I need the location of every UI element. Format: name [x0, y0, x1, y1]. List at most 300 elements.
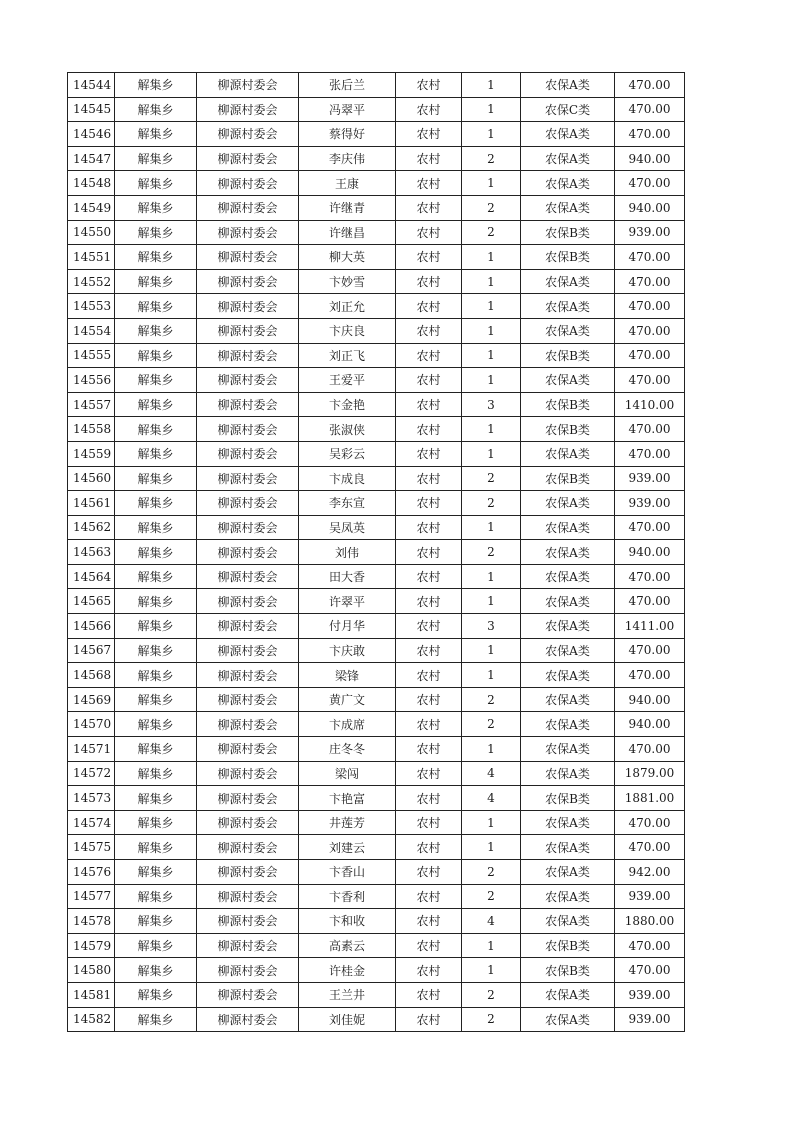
- insurance-category-cell: 农保A类: [521, 712, 615, 737]
- insurance-category-cell: 农保A类: [521, 318, 615, 343]
- amount-cell: 939.00: [615, 220, 685, 245]
- household-type-cell: 农村: [396, 122, 462, 147]
- insurance-category-cell: 农保A类: [521, 982, 615, 1007]
- person-count-cell: 1: [462, 663, 521, 688]
- name-cell: 卞艳富: [299, 786, 396, 811]
- row-id-cell: 14551: [68, 245, 115, 270]
- township-cell: 解集乡: [115, 712, 197, 737]
- name-cell: 卞香山: [299, 860, 396, 885]
- village-committee-cell: 柳源村委会: [197, 171, 299, 196]
- household-type-cell: 农村: [396, 638, 462, 663]
- table-row: [68, 786, 685, 811]
- table-row: [68, 97, 685, 122]
- household-type-cell: 农村: [396, 171, 462, 196]
- row-id-cell: 14577: [68, 884, 115, 909]
- amount-cell: 470.00: [615, 269, 685, 294]
- amount-cell: 470.00: [615, 171, 685, 196]
- person-count-cell: 1: [462, 835, 521, 860]
- person-count-cell: 1: [462, 245, 521, 270]
- row-id-cell: 14558: [68, 417, 115, 442]
- name-cell: 李东宣: [299, 491, 396, 516]
- village-committee-cell: 柳源村委会: [197, 245, 299, 270]
- person-count-cell: 2: [462, 540, 521, 565]
- household-type-cell: 农村: [396, 491, 462, 516]
- township-cell: 解集乡: [115, 884, 197, 909]
- insurance-category-cell: 农保A类: [521, 687, 615, 712]
- household-type-cell: 农村: [396, 909, 462, 934]
- row-id-cell: 14575: [68, 835, 115, 860]
- household-type-cell: 农村: [396, 712, 462, 737]
- township-cell: 解集乡: [115, 835, 197, 860]
- row-id-cell: 14546: [68, 122, 115, 147]
- row-id-cell: 14553: [68, 294, 115, 319]
- township-cell: 解集乡: [115, 663, 197, 688]
- village-committee-cell: 柳源村委会: [197, 663, 299, 688]
- household-type-cell: 农村: [396, 245, 462, 270]
- township-cell: 解集乡: [115, 614, 197, 639]
- amount-cell: 470.00: [615, 933, 685, 958]
- township-cell: 解集乡: [115, 933, 197, 958]
- table-row: [68, 417, 685, 442]
- amount-cell: 470.00: [615, 294, 685, 319]
- person-count-cell: 1: [462, 368, 521, 393]
- household-type-cell: 农村: [396, 589, 462, 614]
- village-committee-cell: 柳源村委会: [197, 122, 299, 147]
- person-count-cell: 2: [462, 982, 521, 1007]
- amount-cell: 1881.00: [615, 786, 685, 811]
- person-count-cell: 3: [462, 614, 521, 639]
- township-cell: 解集乡: [115, 466, 197, 491]
- table-row: [68, 294, 685, 319]
- table-row: [68, 712, 685, 737]
- township-cell: 解集乡: [115, 638, 197, 663]
- household-type-cell: 农村: [396, 73, 462, 98]
- township-cell: 解集乡: [115, 146, 197, 171]
- insurance-category-cell: 农保B类: [521, 392, 615, 417]
- table-row: [68, 245, 685, 270]
- household-type-cell: 农村: [396, 810, 462, 835]
- row-id-cell: 14582: [68, 1007, 115, 1032]
- insurance-category-cell: 农保A类: [521, 269, 615, 294]
- amount-cell: 1410.00: [615, 392, 685, 417]
- table-row: [68, 564, 685, 589]
- household-type-cell: 农村: [396, 737, 462, 762]
- row-id-cell: 14548: [68, 171, 115, 196]
- insurance-category-cell: 农保A类: [521, 1007, 615, 1032]
- township-cell: 解集乡: [115, 909, 197, 934]
- insurance-category-cell: 农保A类: [521, 441, 615, 466]
- row-id-cell: 14571: [68, 737, 115, 762]
- village-committee-cell: 柳源村委会: [197, 638, 299, 663]
- name-cell: 卞成席: [299, 712, 396, 737]
- name-cell: 许继青: [299, 195, 396, 220]
- village-committee-cell: 柳源村委会: [197, 786, 299, 811]
- household-type-cell: 农村: [396, 1007, 462, 1032]
- table-row: [68, 441, 685, 466]
- household-type-cell: 农村: [396, 220, 462, 245]
- row-id-cell: 14569: [68, 687, 115, 712]
- name-cell: 冯翠平: [299, 97, 396, 122]
- person-count-cell: 1: [462, 441, 521, 466]
- township-cell: 解集乡: [115, 441, 197, 466]
- row-id-cell: 14567: [68, 638, 115, 663]
- township-cell: 解集乡: [115, 269, 197, 294]
- name-cell: 许翠平: [299, 589, 396, 614]
- amount-cell: 470.00: [615, 318, 685, 343]
- household-type-cell: 农村: [396, 540, 462, 565]
- table-row: [68, 761, 685, 786]
- name-cell: 卞庆良: [299, 318, 396, 343]
- person-count-cell: 1: [462, 73, 521, 98]
- household-type-cell: 农村: [396, 97, 462, 122]
- amount-cell: 470.00: [615, 441, 685, 466]
- township-cell: 解集乡: [115, 687, 197, 712]
- row-id-cell: 14578: [68, 909, 115, 934]
- row-id-cell: 14576: [68, 860, 115, 885]
- row-id-cell: 14552: [68, 269, 115, 294]
- name-cell: 刘佳妮: [299, 1007, 396, 1032]
- village-committee-cell: 柳源村委会: [197, 712, 299, 737]
- row-id-cell: 14561: [68, 491, 115, 516]
- village-committee-cell: 柳源村委会: [197, 269, 299, 294]
- table-row: [68, 195, 685, 220]
- amount-cell: 470.00: [615, 589, 685, 614]
- township-cell: 解集乡: [115, 589, 197, 614]
- insurance-category-cell: 农保B类: [521, 933, 615, 958]
- household-type-cell: 农村: [396, 318, 462, 343]
- insurance-category-cell: 农保A类: [521, 368, 615, 393]
- household-type-cell: 农村: [396, 884, 462, 909]
- village-committee-cell: 柳源村委会: [197, 294, 299, 319]
- table-row: [68, 810, 685, 835]
- township-cell: 解集乡: [115, 294, 197, 319]
- township-cell: 解集乡: [115, 318, 197, 343]
- table-row: [68, 860, 685, 885]
- village-committee-cell: 柳源村委会: [197, 933, 299, 958]
- person-count-cell: 1: [462, 343, 521, 368]
- name-cell: 许继昌: [299, 220, 396, 245]
- row-id-cell: 14579: [68, 933, 115, 958]
- township-cell: 解集乡: [115, 737, 197, 762]
- insurance-category-cell: 农保A类: [521, 146, 615, 171]
- person-count-cell: 3: [462, 392, 521, 417]
- person-count-cell: 1: [462, 564, 521, 589]
- name-cell: 李庆伟: [299, 146, 396, 171]
- household-type-cell: 农村: [396, 441, 462, 466]
- row-id-cell: 14556: [68, 368, 115, 393]
- insurance-category-cell: 农保B类: [521, 466, 615, 491]
- township-cell: 解集乡: [115, 810, 197, 835]
- table-row: [68, 491, 685, 516]
- township-cell: 解集乡: [115, 343, 197, 368]
- village-committee-cell: 柳源村委会: [197, 540, 299, 565]
- row-id-cell: 14566: [68, 614, 115, 639]
- amount-cell: 940.00: [615, 540, 685, 565]
- village-committee-cell: 柳源村委会: [197, 318, 299, 343]
- insurance-category-cell: 农保B类: [521, 958, 615, 983]
- household-type-cell: 农村: [396, 392, 462, 417]
- amount-cell: 1880.00: [615, 909, 685, 934]
- person-count-cell: 1: [462, 933, 521, 958]
- name-cell: 卞庆敢: [299, 638, 396, 663]
- row-id-cell: 14554: [68, 318, 115, 343]
- insurance-category-cell: 农保C类: [521, 97, 615, 122]
- amount-cell: 470.00: [615, 122, 685, 147]
- insurance-category-cell: 农保A类: [521, 564, 615, 589]
- row-id-cell: 14580: [68, 958, 115, 983]
- amount-cell: 470.00: [615, 564, 685, 589]
- village-committee-cell: 柳源村委会: [197, 810, 299, 835]
- household-type-cell: 农村: [396, 761, 462, 786]
- amount-cell: 470.00: [615, 515, 685, 540]
- amount-cell: 939.00: [615, 884, 685, 909]
- person-count-cell: 2: [462, 220, 521, 245]
- table-row: [68, 515, 685, 540]
- name-cell: 吴凤英: [299, 515, 396, 540]
- insurance-category-cell: 农保B类: [521, 786, 615, 811]
- village-committee-cell: 柳源村委会: [197, 860, 299, 885]
- insurance-category-cell: 农保A类: [521, 884, 615, 909]
- name-cell: 王爱平: [299, 368, 396, 393]
- insurance-category-cell: 农保A类: [521, 171, 615, 196]
- household-type-cell: 农村: [396, 786, 462, 811]
- village-committee-cell: 柳源村委会: [197, 195, 299, 220]
- township-cell: 解集乡: [115, 417, 197, 442]
- township-cell: 解集乡: [115, 97, 197, 122]
- table-row: [68, 835, 685, 860]
- row-id-cell: 14559: [68, 441, 115, 466]
- household-type-cell: 农村: [396, 860, 462, 885]
- village-committee-cell: 柳源村委会: [197, 220, 299, 245]
- insurance-category-cell: 农保B类: [521, 220, 615, 245]
- insurance-category-cell: 农保A类: [521, 810, 615, 835]
- household-type-cell: 农村: [396, 466, 462, 491]
- township-cell: 解集乡: [115, 122, 197, 147]
- row-id-cell: 14557: [68, 392, 115, 417]
- household-type-cell: 农村: [396, 417, 462, 442]
- name-cell: 卞和收: [299, 909, 396, 934]
- village-committee-cell: 柳源村委会: [197, 343, 299, 368]
- table-body: [68, 73, 685, 1032]
- table-row: [68, 343, 685, 368]
- beneficiary-table: [67, 72, 685, 1032]
- name-cell: 卞香利: [299, 884, 396, 909]
- table-row: [68, 392, 685, 417]
- name-cell: 刘建云: [299, 835, 396, 860]
- row-id-cell: 14550: [68, 220, 115, 245]
- village-committee-cell: 柳源村委会: [197, 687, 299, 712]
- row-id-cell: 14555: [68, 343, 115, 368]
- amount-cell: 942.00: [615, 860, 685, 885]
- name-cell: 张淑侠: [299, 417, 396, 442]
- township-cell: 解集乡: [115, 982, 197, 1007]
- village-committee-cell: 柳源村委会: [197, 73, 299, 98]
- insurance-category-cell: 农保A类: [521, 835, 615, 860]
- insurance-category-cell: 农保A类: [521, 491, 615, 516]
- amount-cell: 939.00: [615, 1007, 685, 1032]
- table-row: [68, 368, 685, 393]
- name-cell: 梁闯: [299, 761, 396, 786]
- household-type-cell: 农村: [396, 933, 462, 958]
- insurance-category-cell: 农保A类: [521, 294, 615, 319]
- name-cell: 柳大英: [299, 245, 396, 270]
- household-type-cell: 农村: [396, 614, 462, 639]
- name-cell: 刘正允: [299, 294, 396, 319]
- person-count-cell: 1: [462, 294, 521, 319]
- name-cell: 井莲芳: [299, 810, 396, 835]
- table-row: [68, 737, 685, 762]
- name-cell: 刘伟: [299, 540, 396, 565]
- table-row: [68, 933, 685, 958]
- name-cell: 庄冬冬: [299, 737, 396, 762]
- person-count-cell: 2: [462, 1007, 521, 1032]
- table-row: [68, 909, 685, 934]
- person-count-cell: 2: [462, 491, 521, 516]
- amount-cell: 470.00: [615, 368, 685, 393]
- person-count-cell: 2: [462, 884, 521, 909]
- insurance-category-cell: 农保A类: [521, 909, 615, 934]
- village-committee-cell: 柳源村委会: [197, 146, 299, 171]
- table-row: [68, 687, 685, 712]
- name-cell: 蔡得好: [299, 122, 396, 147]
- person-count-cell: 1: [462, 958, 521, 983]
- township-cell: 解集乡: [115, 220, 197, 245]
- person-count-cell: 1: [462, 318, 521, 343]
- village-committee-cell: 柳源村委会: [197, 392, 299, 417]
- township-cell: 解集乡: [115, 761, 197, 786]
- name-cell: 张后兰: [299, 73, 396, 98]
- amount-cell: 470.00: [615, 417, 685, 442]
- township-cell: 解集乡: [115, 245, 197, 270]
- person-count-cell: 1: [462, 737, 521, 762]
- person-count-cell: 1: [462, 97, 521, 122]
- person-count-cell: 1: [462, 269, 521, 294]
- village-committee-cell: 柳源村委会: [197, 835, 299, 860]
- name-cell: 高素云: [299, 933, 396, 958]
- row-id-cell: 14562: [68, 515, 115, 540]
- insurance-category-cell: 农保A类: [521, 515, 615, 540]
- household-type-cell: 农村: [396, 368, 462, 393]
- village-committee-cell: 柳源村委会: [197, 909, 299, 934]
- person-count-cell: 2: [462, 860, 521, 885]
- person-count-cell: 1: [462, 417, 521, 442]
- insurance-category-cell: 农保A类: [521, 73, 615, 98]
- township-cell: 解集乡: [115, 491, 197, 516]
- row-id-cell: 14545: [68, 97, 115, 122]
- table-row: [68, 589, 685, 614]
- person-count-cell: 1: [462, 638, 521, 663]
- township-cell: 解集乡: [115, 368, 197, 393]
- person-count-cell: 1: [462, 589, 521, 614]
- village-committee-cell: 柳源村委会: [197, 564, 299, 589]
- table-row: [68, 958, 685, 983]
- insurance-category-cell: 农保A类: [521, 860, 615, 885]
- village-committee-cell: 柳源村委会: [197, 417, 299, 442]
- person-count-cell: 4: [462, 761, 521, 786]
- amount-cell: 470.00: [615, 73, 685, 98]
- name-cell: 田大香: [299, 564, 396, 589]
- township-cell: 解集乡: [115, 540, 197, 565]
- insurance-category-cell: 农保A类: [521, 589, 615, 614]
- village-committee-cell: 柳源村委会: [197, 1007, 299, 1032]
- village-committee-cell: 柳源村委会: [197, 761, 299, 786]
- person-count-cell: 2: [462, 195, 521, 220]
- name-cell: 卞妙雪: [299, 269, 396, 294]
- village-committee-cell: 柳源村委会: [197, 491, 299, 516]
- table-row: [68, 73, 685, 98]
- household-type-cell: 农村: [396, 294, 462, 319]
- village-committee-cell: 柳源村委会: [197, 884, 299, 909]
- township-cell: 解集乡: [115, 860, 197, 885]
- person-count-cell: 2: [462, 466, 521, 491]
- amount-cell: 470.00: [615, 835, 685, 860]
- row-id-cell: 14581: [68, 982, 115, 1007]
- table-row: [68, 466, 685, 491]
- name-cell: 黄广文: [299, 687, 396, 712]
- person-count-cell: 4: [462, 786, 521, 811]
- amount-cell: 470.00: [615, 638, 685, 663]
- amount-cell: 470.00: [615, 343, 685, 368]
- insurance-category-cell: 农保A类: [521, 195, 615, 220]
- row-id-cell: 14560: [68, 466, 115, 491]
- table-row: [68, 220, 685, 245]
- village-committee-cell: 柳源村委会: [197, 368, 299, 393]
- name-cell: 许桂金: [299, 958, 396, 983]
- insurance-category-cell: 农保A类: [521, 663, 615, 688]
- amount-cell: 940.00: [615, 712, 685, 737]
- row-id-cell: 14572: [68, 761, 115, 786]
- household-type-cell: 农村: [396, 663, 462, 688]
- amount-cell: 470.00: [615, 245, 685, 270]
- insurance-category-cell: 农保B类: [521, 417, 615, 442]
- amount-cell: 939.00: [615, 491, 685, 516]
- table-row: [68, 1007, 685, 1032]
- insurance-category-cell: 农保A类: [521, 122, 615, 147]
- table-row: [68, 884, 685, 909]
- person-count-cell: 2: [462, 687, 521, 712]
- amount-cell: 939.00: [615, 466, 685, 491]
- row-id-cell: 14568: [68, 663, 115, 688]
- village-committee-cell: 柳源村委会: [197, 441, 299, 466]
- table-row: [68, 171, 685, 196]
- row-id-cell: 14565: [68, 589, 115, 614]
- township-cell: 解集乡: [115, 786, 197, 811]
- amount-cell: 470.00: [615, 663, 685, 688]
- name-cell: 付月华: [299, 614, 396, 639]
- village-committee-cell: 柳源村委会: [197, 982, 299, 1007]
- amount-cell: 939.00: [615, 982, 685, 1007]
- name-cell: 王兰井: [299, 982, 396, 1007]
- name-cell: 梁锋: [299, 663, 396, 688]
- household-type-cell: 农村: [396, 343, 462, 368]
- table-row: [68, 146, 685, 171]
- village-committee-cell: 柳源村委会: [197, 466, 299, 491]
- insurance-category-cell: 农保B类: [521, 343, 615, 368]
- township-cell: 解集乡: [115, 195, 197, 220]
- table-row: [68, 122, 685, 147]
- household-type-cell: 农村: [396, 195, 462, 220]
- amount-cell: 1879.00: [615, 761, 685, 786]
- insurance-category-cell: 农保A类: [521, 638, 615, 663]
- row-id-cell: 14549: [68, 195, 115, 220]
- township-cell: 解集乡: [115, 515, 197, 540]
- village-committee-cell: 柳源村委会: [197, 737, 299, 762]
- amount-cell: 470.00: [615, 97, 685, 122]
- table-row: [68, 540, 685, 565]
- name-cell: 刘正飞: [299, 343, 396, 368]
- person-count-cell: 1: [462, 122, 521, 147]
- row-id-cell: 14547: [68, 146, 115, 171]
